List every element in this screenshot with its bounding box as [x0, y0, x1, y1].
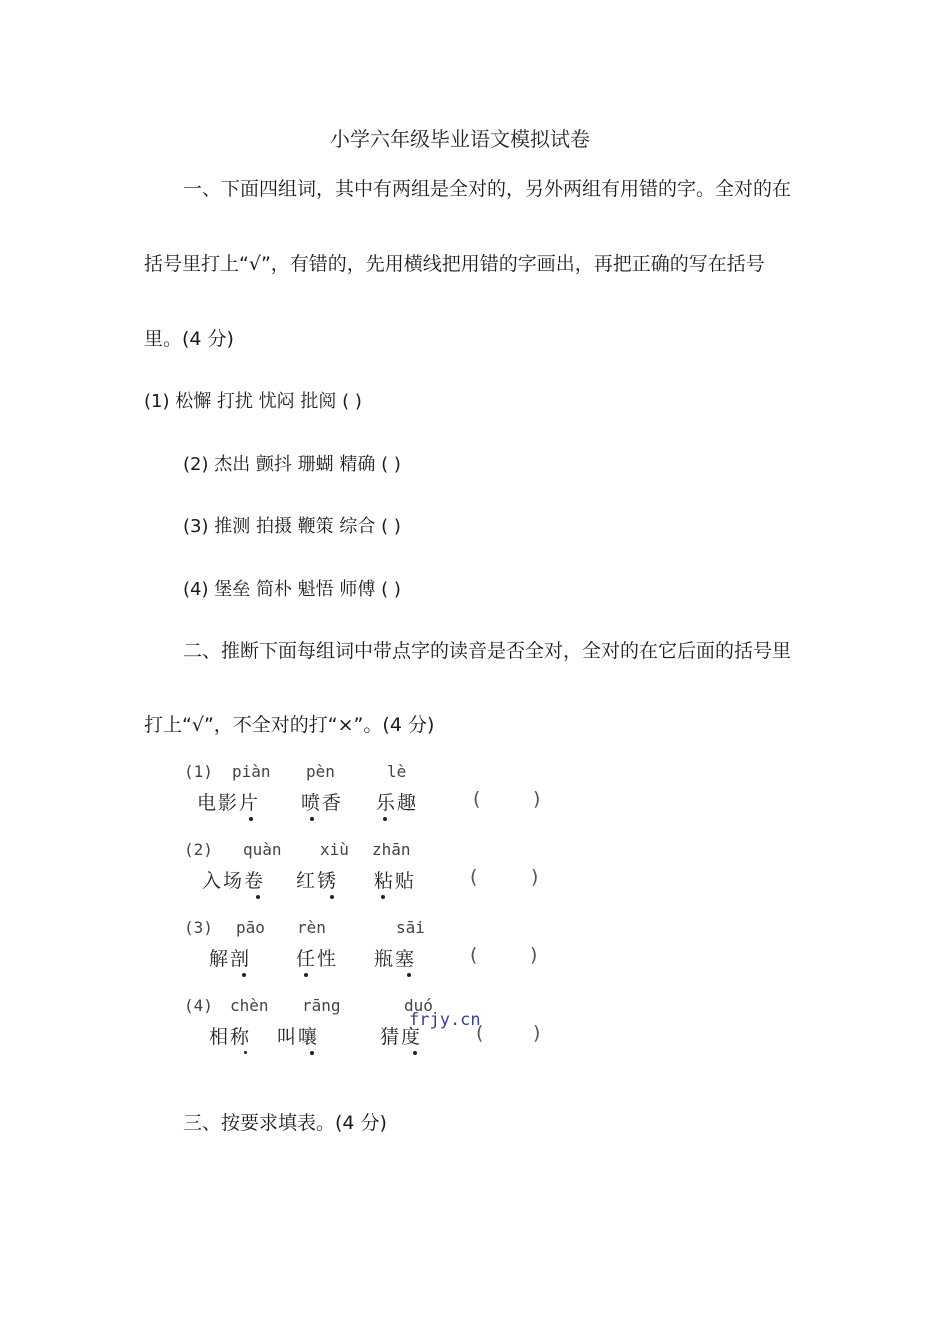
word: 猜度: [380, 1026, 423, 1048]
section3-line1: 三、按要求填表。(4 分): [183, 1112, 387, 1134]
word: 相称: [209, 1026, 252, 1048]
section1-line1: 一、下面四组词，其中有两组是全对的，另外两组有用错的字。全对的在: [183, 178, 792, 200]
group-number: (2): [184, 840, 213, 859]
pinyin: xiù: [320, 840, 349, 859]
group-number: (1): [184, 762, 213, 781]
pinyin: rèn: [297, 918, 326, 937]
emphasis-dot: [304, 973, 308, 977]
word: 粘贴: [374, 870, 417, 892]
answer-paren-left: (: [473, 788, 481, 810]
word: 瓶塞: [374, 948, 417, 970]
word: 喷香: [301, 792, 344, 814]
answer-paren-right: ): [530, 944, 538, 966]
emphasis-dot: [381, 895, 385, 899]
emphasis-dot: [330, 895, 334, 899]
pinyin: chèn: [230, 996, 269, 1015]
emphasis-dot: [242, 973, 246, 977]
word: 入场卷: [202, 870, 266, 892]
pinyin: pāo: [236, 918, 265, 937]
section1-line2: 括号里打上“√”，有错的，先用横线把用错的字画出，再把正确的写在括号: [144, 253, 765, 275]
pinyin: pèn: [306, 762, 335, 781]
answer-paren-right: ): [531, 866, 539, 888]
word: 解剖: [209, 948, 252, 970]
section1-item-4: (4) 堡垒 简朴 魁悟 师傅 ( ): [183, 579, 401, 600]
pinyin: sāi: [396, 918, 425, 937]
emphasis-dot: [249, 817, 253, 821]
word: 任性: [296, 948, 339, 970]
word: 红锈: [296, 870, 339, 892]
pinyin: zhān: [372, 840, 411, 859]
pinyin: quàn: [243, 840, 282, 859]
emphasis-dot: [310, 817, 314, 821]
answer-paren-left: (: [470, 866, 478, 888]
answer-paren-left: (: [476, 1022, 484, 1044]
word: 电影片: [197, 792, 261, 814]
section1-item-3: (3) 推测 拍摄 鞭策 综合 ( ): [183, 516, 401, 537]
pinyin: lè: [387, 762, 407, 781]
section1-item-1: (1) 松懈 打扰 忧闷 批阅 ( ): [144, 391, 362, 412]
section2-line2: 打上“√”，不全对的打“×”。(4 分): [144, 714, 435, 736]
section1-item-2: (2) 杰出 颤抖 珊蝴 精确 ( ): [183, 454, 401, 475]
emphasis-dot: [244, 1051, 247, 1054]
emphasis-dot: [407, 973, 411, 977]
answer-paren-right: ): [533, 788, 541, 810]
emphasis-dot: [413, 1051, 417, 1055]
answer-paren-left: (: [470, 944, 478, 966]
pinyin: piàn: [232, 762, 271, 781]
group-number: (3): [184, 918, 213, 937]
section1-line3: 里。(4 分): [144, 328, 234, 350]
emphasis-dot: [383, 817, 387, 821]
answer-paren-right: ): [533, 1022, 541, 1044]
section2-line1: 二、推断下面每组词中带点字的读音是否全对，全对的在它后面的括号里: [183, 640, 792, 662]
watermark: frjy.cn: [409, 1010, 481, 1030]
pinyin: duó: [404, 996, 433, 1015]
emphasis-dot: [310, 1051, 314, 1055]
group-number: (4): [184, 996, 213, 1015]
page-title: 小学六年级毕业语文模拟试卷: [330, 127, 590, 151]
word: 乐趣: [376, 792, 419, 814]
emphasis-dot: [256, 895, 260, 899]
word: 叫嚷: [277, 1026, 320, 1048]
pinyin: rāng: [302, 996, 341, 1015]
